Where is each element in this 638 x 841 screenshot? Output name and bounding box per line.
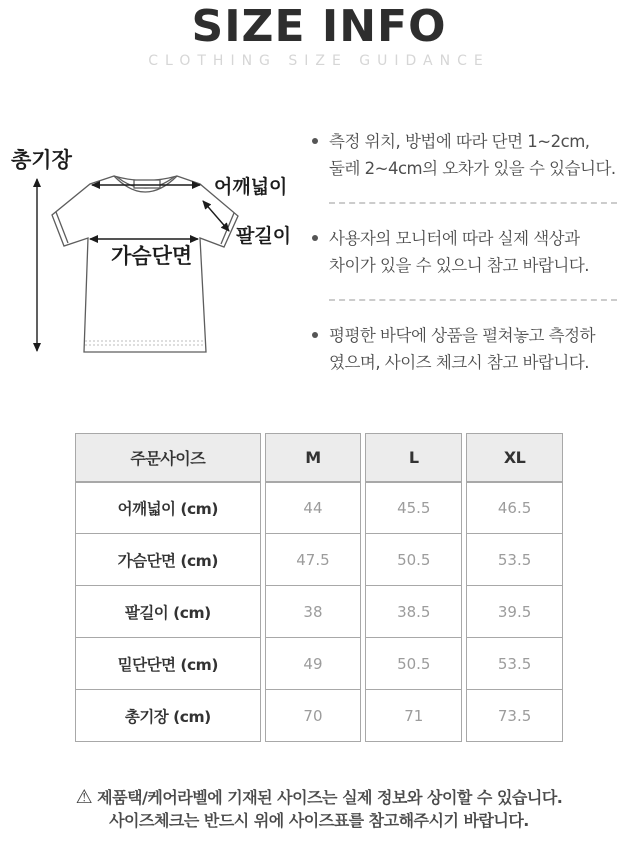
- cell-value: 38: [265, 586, 362, 638]
- table-header-row: [75, 433, 563, 482]
- header: [0, 0, 638, 69]
- note-text: [329, 322, 595, 376]
- table-row: [75, 534, 563, 586]
- table-row: [75, 482, 563, 534]
- note-line: 사용자의 모니터에 따라 실제 색상과: [329, 229, 580, 248]
- measurement-notes: [311, 128, 631, 376]
- cell-value: 53.5: [466, 534, 563, 586]
- col-header-l: L: [365, 433, 462, 482]
- cell-value: 70: [265, 690, 362, 742]
- row-label: 총기장 (cm): [75, 690, 261, 742]
- dashed-divider: [329, 299, 617, 301]
- row-label: 가슴단면 (cm): [75, 534, 261, 586]
- col-header-m: M: [265, 433, 362, 482]
- col-header-order-size: 주문사이즈: [75, 433, 261, 482]
- size-table: [71, 433, 567, 742]
- note-item: [311, 225, 631, 279]
- bullet-icon: [312, 138, 318, 144]
- note-text: [329, 128, 616, 182]
- label-shoulder-width: 어깨넓이: [214, 176, 288, 198]
- cell-value: 73.5: [466, 690, 563, 742]
- cell-value: 46.5: [466, 482, 563, 534]
- note-line: 둘레 2~4cm의 오차가 있을 수 있습니다.: [329, 159, 616, 178]
- row-label: 팔길이 (cm): [75, 586, 261, 638]
- note-line: 였으며, 사이즈 체크시 참고 바랍니다.: [329, 353, 590, 372]
- footer-warning-line-1: [0, 786, 638, 809]
- row-label: 어깨넓이 (cm): [75, 482, 261, 534]
- cell-value: 47.5: [265, 534, 362, 586]
- footer-warning-line-2: 사이즈체크는 반드시 위에 사이즈표를 참고해주시기 바랍니다.: [109, 811, 529, 830]
- page-title: SIZE INFO: [191, 1, 447, 52]
- note-item: [311, 128, 631, 182]
- size-table-section: [71, 433, 567, 742]
- label-chest-width: 가슴단면: [111, 244, 193, 268]
- dashed-divider: [329, 202, 617, 204]
- footer-warning-text: 제품택/케어라벨에 기재된 사이즈는 실제 정보와 상이할 수 있습니다.: [97, 788, 563, 807]
- bullet-icon: [312, 332, 318, 338]
- bullet-icon: [312, 235, 318, 241]
- cell-value: 44: [265, 482, 362, 534]
- cell-value: 53.5: [466, 638, 563, 690]
- note-text: [329, 225, 589, 279]
- label-total-length: 총기장: [11, 148, 72, 172]
- table-row: [75, 690, 563, 742]
- note-line: 측정 위치, 방법에 따라 단면 1~2cm,: [329, 132, 590, 151]
- warning-triangle-icon: ⚠: [75, 786, 93, 808]
- cell-value: 38.5: [365, 586, 462, 638]
- cell-value: 49: [265, 638, 362, 690]
- row-label: 밑단단면 (cm): [75, 638, 261, 690]
- cell-value: 45.5: [365, 482, 462, 534]
- note-line: 차이가 있을 수 있으니 참고 바랍니다.: [329, 256, 590, 275]
- cell-value: 50.5: [365, 534, 462, 586]
- tshirt-measurement-diagram: [0, 120, 300, 400]
- label-sleeve-length: 팔길이: [236, 225, 292, 247]
- table-row: [75, 586, 563, 638]
- col-header-xl: XL: [466, 433, 563, 482]
- cell-value: 50.5: [365, 638, 462, 690]
- table-row: [75, 638, 563, 690]
- footer-warning: [0, 786, 638, 832]
- cell-value: 39.5: [466, 586, 563, 638]
- note-line: 평평한 바닥에 상품을 펼쳐놓고 측정하: [329, 326, 596, 345]
- page-subtitle: CLOTHING SIZE GUIDANCE: [148, 53, 490, 69]
- note-item: [311, 322, 631, 376]
- cell-value: 71: [365, 690, 462, 742]
